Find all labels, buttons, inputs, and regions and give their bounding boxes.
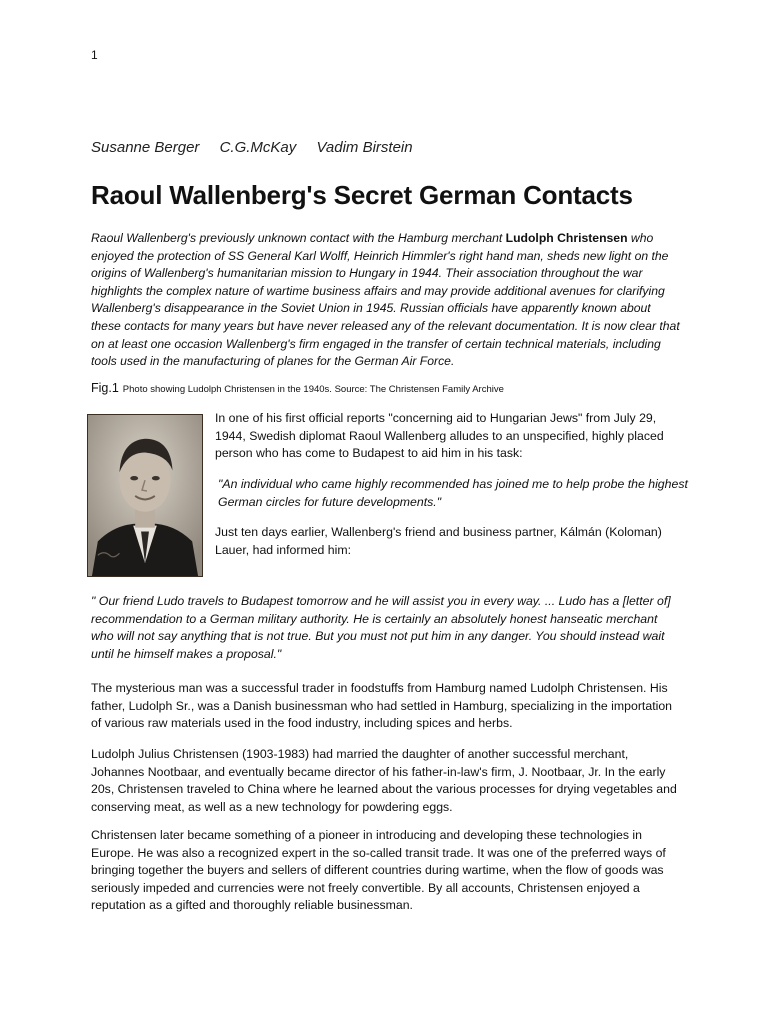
block-quote: "An individual who came highly recommended has joined me to help probe the highest German circles for future developments." <box>218 477 688 509</box>
body-paragraph: The mysterious man was a successful trader in foodstuffs from Hamburg named Ludolph Christensen. His father, Ludolph Sr., was a Danish businessman who had settled in Hamburg, specializing in the importation of various raw materials used in the food industry, including spices and herbs. <box>91 681 673 731</box>
author-name: Susanne Berger <box>91 139 200 156</box>
author-name: C.G.McKay <box>219 139 297 156</box>
body-paragraph: Just ten days earlier, Wallenberg's friend and business partner, Kálmán (Koloman) Lauer, had informed him: <box>215 525 662 557</box>
figure-label: Fig.1 <box>91 381 119 395</box>
abstract-text-before: Raoul Wallenberg's previously unknown contact with the Hamburg merchant <box>91 231 506 245</box>
abstract <box>91 230 681 371</box>
abstract-text-after: who enjoyed the protection of SS General Karl Wolff, Heinrich Himmler's right hand man, sheds new light on the origins of Wallenberg's humanitarian mission to Hungary in 1944. Their association throughout the war highlights the complex nature of wartime business affairs and may provide additional avenues for clarifying Wallenberg's disappearance in the Soviet Union in 1945. Russian officials have apparently known about these contacts for many years but have never released any of the relevant documentation. It is now clear that on at least one occasion Wallenberg's firm engaged in the transfer of certain technical materials, including tools used in the manufacturing of planes for the German Air Force. <box>91 231 680 369</box>
portrait-photo <box>87 414 203 577</box>
figure-caption <box>91 381 504 395</box>
body-paragraph: In one of his first official reports "concerning aid to Hungarian Jews" from July 29, 1944, Swedish diplomat Raoul Wallenberg alludes to an unspecified, highly placed person who has come to Budapest to aid him in his task: <box>215 411 664 461</box>
body-paragraph: Christensen later became something of a pioneer in introducing and developing these technologies in Europe. He was also a recognized expert in the so-called transit trade. It was one of the preferred ways of bringing together the buyers and sellers of different countries during wartime, when the flow of goods was seriously impeded and currencies were not freely convertible. By all accounts, Christensen enjoyed a reputation as a gifted and thoroughly reliable businessman. <box>91 828 666 913</box>
abstract-highlighted-name: Ludolph Christensen <box>505 231 628 245</box>
body-paragraph: Ludolph Julius Christensen (1903-1983) had married the daughter of another successful merchant, Johannes Nootbaar, and eventually became director of his father-in-law's firm, J. Nootbaar, Jr. In the early 20s, Christensen traveled to China where he learned about the various processes for drying vegetables and conserving meat, as well as a new technology for powdering eggs. <box>91 747 677 814</box>
figure-caption-text: Photo showing Ludolph Christensen in the 1940s. Source: The Christensen Family Archive <box>122 384 504 395</box>
portrait-photo-image <box>88 415 202 576</box>
author-list <box>91 139 429 156</box>
block-quote: " Our friend Ludo travels to Budapest tomorrow and he will assist you in every way. ... Ludo has a [letter of] recommendation to a German military authority. He is certainly an absolutely honest hanseatic merchant who will not say anything that is not true. But you must not put him in any danger. You should instead wait until he himself makes a proposal." <box>91 594 671 661</box>
article-title: Raoul Wallenberg's Secret German Contacts <box>91 180 633 210</box>
page-number: 1 <box>91 48 98 62</box>
author-name: Vadim Birstein <box>316 139 413 156</box>
